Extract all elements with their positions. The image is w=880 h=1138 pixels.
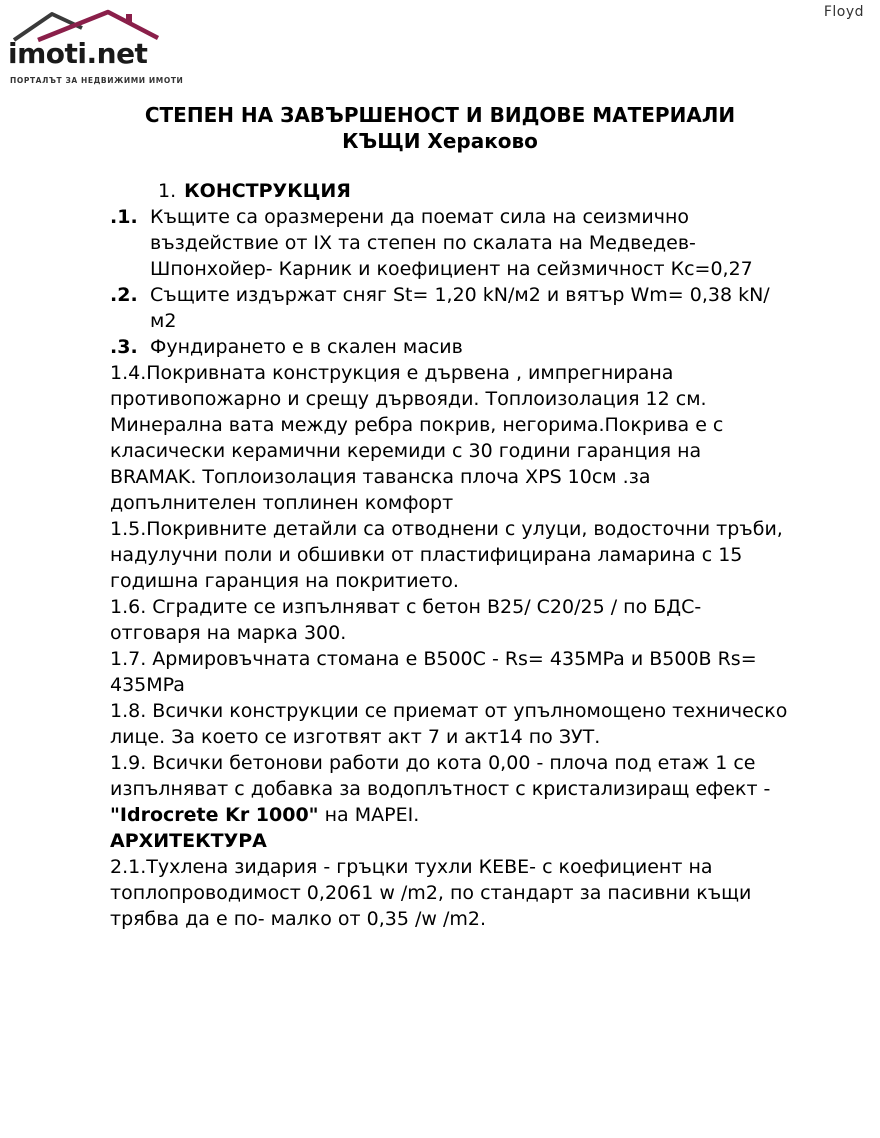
paragraph-1-4: 1.4.Покривната конструкция е дървена , импрегнирана противопожарно и срещу дървояди. Топлоизолация 12 см. Минерална вата между ребра покрив, негорима.Покрива е с класически керамични керемиди с 30 години гаранция на BRAMAK. Топлоизолация таванска плоча XPS 10см .за допълнителен топлинен комфорт <box>110 362 724 514</box>
section-heading-architecture: АРХИТЕКТУРА <box>110 830 267 852</box>
title-line-1: СТЕПЕН НА ЗАВЪРШЕНОСТ И ВИДОВЕ МАТЕРИАЛИ <box>144 103 736 127</box>
paragraph-1-8: 1.8. Всички конструкции се приемат от упълномощено техническо лице. За което се изготвят акт 7 и акт14 по ЗУТ. <box>110 700 788 748</box>
section-title: КОНСТРУКЦИЯ <box>184 180 351 202</box>
title-line-2: КЪЩИ Хераково <box>342 129 538 153</box>
list-item <box>110 204 790 282</box>
paragraph-2-1: 2.1.Тухлена зидария - гръцки тухли КЕВЕ- с коефициент на топлопроводимост 0,2061 w /m2, по стандарт за пасивни къщи трябва да е по- малко от 0,35 /w /m2. <box>110 856 752 930</box>
paragraph-1-5: 1.5.Покривните детайли са отводнени с улуци, водосточни тръби, надулучни поли и обшивки от пластифицирана ламарина с 15 годишна гаранция на покритието. <box>110 518 783 592</box>
paragraph-1-9-end: на MAPEI. <box>318 804 420 826</box>
imoti-logo[interactable] <box>8 8 184 85</box>
item-number: .3. <box>110 336 138 358</box>
item-text: Същите издържат сняг St= 1,20 kN/м2 и вятър Wm= 0,38 kN/м2 <box>150 284 770 332</box>
item-number: .2. <box>110 284 138 306</box>
paragraph-1-6: 1.6. Сградите се изпълняват с бетон В25/ C20/25 / по БДС- отговаря на марка 300. <box>110 596 702 644</box>
item-text: Къщите са оразмерени да поемат сила на сеизмично въздействие от IX та степен по скалата на Медведев-Шпонхойер- Карник и коефициент на сейзмичност Кс=0,27 <box>150 206 753 280</box>
item-text: Фундирането е в скален масив <box>150 336 463 358</box>
paragraph-1-7: 1.7. Армировъчната стомана е B500C - Rs= 435MPa и B500B Rs= 435MPa <box>110 648 757 696</box>
product-name: "Idrocrete Kr 1000" <box>110 804 319 826</box>
list-item <box>110 282 790 334</box>
section-heading-construction <box>110 178 790 204</box>
page-title <box>0 102 880 154</box>
logo-tagline: ПОРТАЛЪТ ЗА НЕДВИЖИМИ ИМОТИ <box>10 76 184 85</box>
paragraph-1-9 <box>110 750 790 828</box>
paragraph-1-9-text: 1.9. Всички бетонови работи до кота 0,00 - плоча под етаж 1 се изпълняват с добавка за водоплътност с кристализиращ ефект - <box>110 752 771 800</box>
watermark: Floyd <box>823 4 864 20</box>
document-body <box>110 178 790 932</box>
list-item <box>110 334 790 360</box>
item-number: .1. <box>110 206 138 228</box>
section-number: 1. <box>158 180 177 202</box>
logo-brand: imoti.net <box>8 37 148 70</box>
